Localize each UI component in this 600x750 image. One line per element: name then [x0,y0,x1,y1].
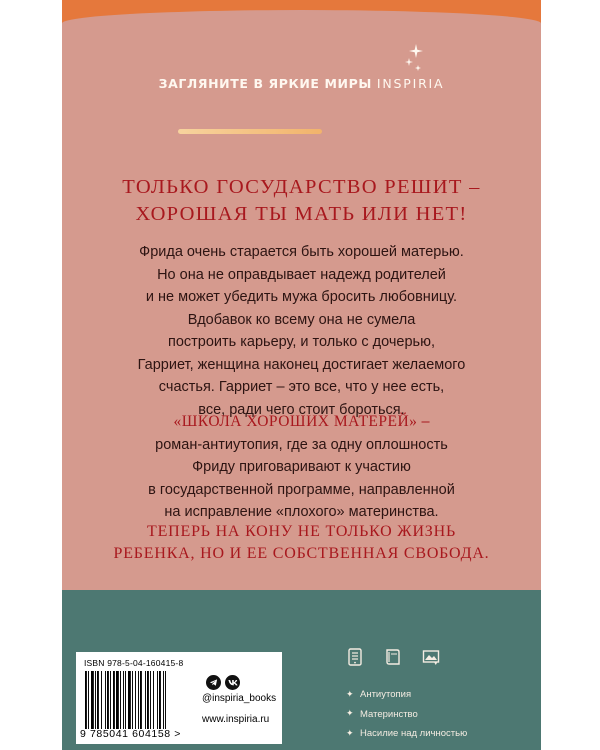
description-line: в государственной программе, направленной [148,481,455,498]
genre-item [346,724,467,744]
series-brand: INSPIRIA [376,76,445,91]
headline [72,174,531,228]
book-description [72,411,531,524]
genre-item [346,685,467,705]
synopsis-line: Но она не оправдывает надежд родителей [157,266,446,283]
synopsis-line: все, ради чего стоит бороться. [198,401,405,418]
tagline-line: ТЕПЕРЬ НА КОНУ НЕ ТОЛЬКО ЖИЗНЬ [147,523,456,540]
genre-list [346,685,467,744]
description-line: на исправление «плохого» материнства. [164,504,439,520]
genre-label: Материнство [360,708,418,720]
vk-icon[interactable] [225,675,240,690]
social-handle[interactable]: @inspiria_books [202,693,277,704]
genre-label: Насилие над личностью [360,728,468,740]
description-line: Фриду приговаривают к участию [192,459,411,475]
series-prefix: ЗАГЛЯНИТЕ В ЯРКИЕ МИРЫ [158,76,372,91]
audiobook-icon [422,648,440,666]
book-title-line [72,411,531,434]
sparkle-icon: ✦ [346,728,354,739]
synopsis-line: построить карьеру, и только с дочерью, [167,334,436,350]
headline-line: ХОРОШАЯ ТЫ МАТЬ ИЛИ НЕТ! [135,203,468,225]
isbn-text: ISBN 978-5-04-160415-8 [84,658,184,668]
format-icons [346,648,440,666]
title-dash: – [417,414,430,430]
website-link[interactable]: www.inspiria.ru [202,714,270,725]
headline-line: ТОЛЬКО ГОСУДАРСТВО РЕШИТ – [122,176,481,198]
synopsis-line: Фрида очень старается быть хорошей матерью. [139,244,464,260]
synopsis [72,241,531,421]
sparkle-icon: ✦ [346,689,354,700]
ebook-icon [346,648,364,666]
paper-book-icon [384,648,402,666]
sparkle-icon: ✦ [346,709,354,720]
synopsis-line: и не может убедить мужа бросить любовницу. [145,289,458,305]
decorative-divider [178,129,322,134]
genre-item [346,705,467,725]
telegram-icon[interactable] [206,675,221,690]
tagline [72,521,531,565]
social-icons [206,675,240,690]
series-title [62,76,541,91]
barcode-bars [84,671,198,729]
sparkle-stars-icon [402,44,428,74]
genre-label: Антиутопия [360,689,412,701]
description-line: роман-антиутопия, где за одну оплошность [155,436,448,453]
barcode-box [76,652,282,744]
synopsis-line: Гарриет, женщина наконец достигает желаемого [137,356,466,373]
bottom-panel [62,590,541,750]
barcode-number: 9 785041 604158 > [80,728,181,740]
synopsis-line: счастья. Гарриет – это все, что у нее есть, [158,379,445,395]
tagline-line: РЕБЕНКА, НО И ЕЕ СОБСТВЕННАЯ СВОБОДА. [113,545,490,562]
synopsis-line: Вдобавок ко всему она не сумела [187,311,416,328]
back-cover [62,0,541,750]
book-title: «ШКОЛА ХОРОШИХ МАТЕРЕЙ» [173,413,418,430]
